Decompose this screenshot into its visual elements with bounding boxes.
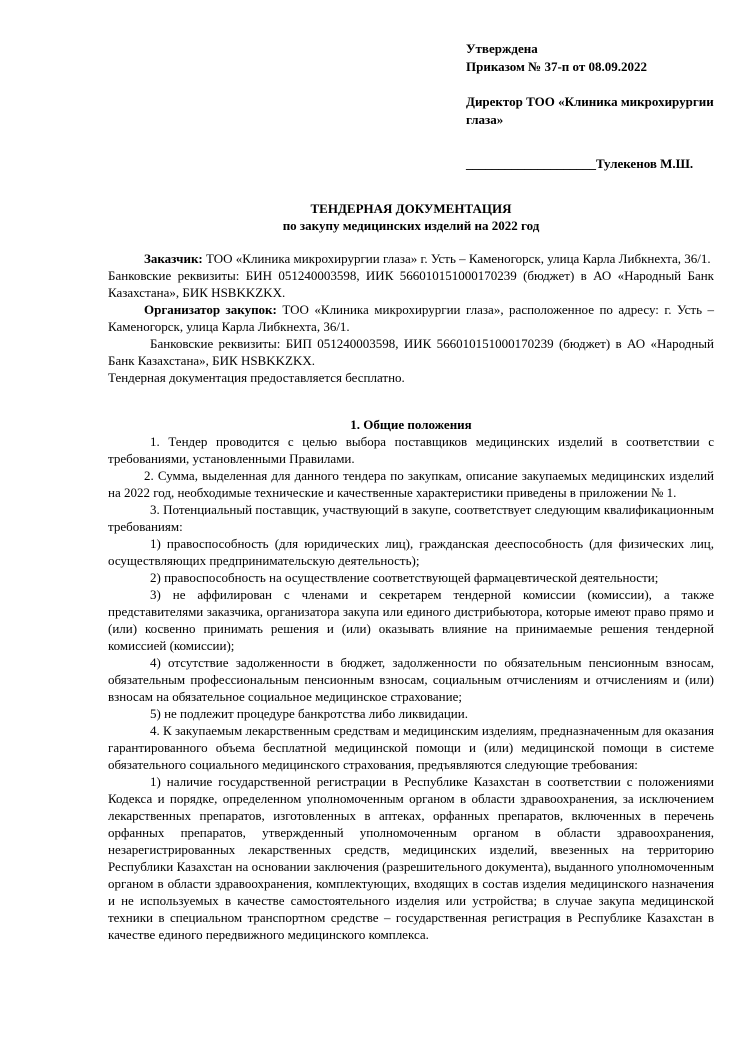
paragraph-4-1: 1) наличие государственной регистрации в Республике Казахстан в соответствии с положениями Кодекса и порядке, определенном уполномоченным органом в области здравоохранения, за исключением лекарственных препаратов, изготовленных в аптеках, орфанных препаратов, включенных в перечень орфанных препаратов, утвержденный уполномоченным органом в области здравоохранения, незарегистрированных лекарственных средств, медицинских изделий, ввезенных на территорию Республики Казахстан на основании заключения (разрешительного документа), выданного уполномоченным органом в области здравоохранения, комплектующих, входящих в состав изделия медицинского назначения и не используемых в качестве самостоятельного изделия или устройства; в случае закупа медицинской техники в специальном транспортном средстве – государственная регистрация в Республике Казахстан в качестве единого передвижного медицинского комплекса. (108, 774, 714, 942)
paragraph-3-2: 2) правоспособность на осуществление соответствующей фармацевтической деятельности; (150, 570, 659, 585)
section-title: 1. Общие положения (350, 417, 472, 432)
customer-paragraph (108, 250, 714, 267)
paragraph-3-3: 3) не аффилирован с членами и секретарем тендерной комиссии (комиссии), а также представителями заказчика, организатора закупа или единого дистрибьютора, которые имеют право прямо и (или) косвенно принимать решения и (или) оказывать влияние на принимаемые решения тендерной комиссией (комиссии); (108, 587, 714, 653)
document-title-main: ТЕНДЕРНАЯ ДОКУМЕНТАЦИЯ (310, 201, 512, 216)
approval-order: Приказом № 37-п от 08.09.2022 (466, 59, 647, 74)
paragraph-3-5: 5) не подлежит процедуре банкротства либо ликвидации. (150, 706, 468, 721)
customer-text: ТОО «Клиника микрохирургии глаза» г. Усть – Каменогорск, улица Карла Либкнехта, 36/1. (202, 251, 711, 266)
paragraph-4: 4. К закупаемым лекарственным средствам и медицинским изделиям, предназначенным для оказания гарантированного объема бесплатной медицинской помощи и (или) медицинской помощи в системе обязательного социального медицинского страхования, предъявляются следующие требования: (108, 723, 714, 772)
paragraph-3-1: 1) правоспособность (для юридических лиц), гражданская дееспособность (для физических лиц, осуществляющих предпринимательскую деятельность); (108, 536, 714, 568)
approval-signature: ____________________Тулекенов М.Ш. (466, 156, 694, 171)
paragraph-2: 2. Сумма, выделенная для данного тендера по закупкам, описание закупаемых медицинских изделий на 2022 год, необходимые технические и качественные характеристики приведены в приложении № 1. (108, 468, 714, 500)
free-notice: Тендерная документация предоставляется бесплатно. (108, 370, 405, 385)
organizer-text: ТОО «Клиника микрохирургии глаза», расположенное по адресу: г. Усть – Каменогорск, улица Карла Либкнехта, 36/1. (108, 302, 715, 334)
document-title (108, 200, 714, 234)
paragraph-3: 3. Потенциальный поставщик, участвующий в закупе, соответствует следующим квалификационным требованиям: (108, 502, 714, 534)
organizer-bank: Банковские реквизиты: БИП 051240003598, ИИК 566010151000170239 (бюджет) в АО «Народный Банк Казахстана», БИК HSBKKZKX. (108, 336, 714, 368)
paragraph-1: 1. Тендер проводится с целью выбора поставщиков медицинских изделий в соответствии с требованиями, установленными Правилами. (108, 434, 714, 466)
organizer-label: Организатор закупок: (144, 302, 277, 317)
customer-bank: Банковские реквизиты: БИН 051240003598, ИИК 566010151000170239 (бюджет) в АО «Народный Банк Казахстана», БИК HSBKKZKX. (108, 268, 714, 300)
document-body (108, 250, 714, 943)
customer-label: Заказчик: (144, 251, 203, 266)
organizer-paragraph (108, 301, 714, 335)
paragraph-3-4: 4) отсутствие задолженности в бюджет, задолженности по обязательным пенсионным взносам, обязательным профессиональным пенсионным взносам, социальным отчислениям и отчислениям и (или) взносам на обязательное социальное медицинское страхование; (108, 655, 714, 704)
document-title-sub: по закупу медицинских изделий на 2022 год (282, 218, 540, 233)
approval-status: Утверждена (466, 41, 538, 56)
approval-director: Директор ТОО «Клиника микрохирургии глаза» (466, 94, 714, 127)
approval-block (466, 40, 736, 173)
